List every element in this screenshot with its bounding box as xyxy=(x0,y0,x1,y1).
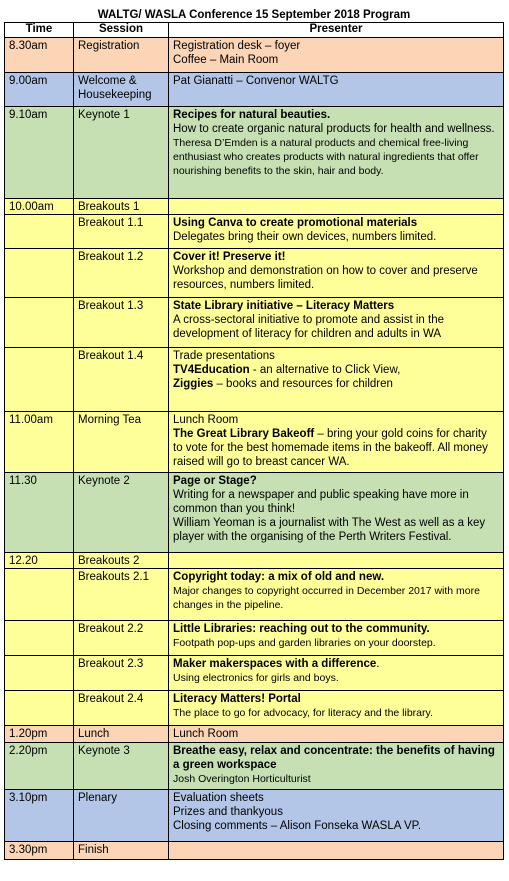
session-cell: Breakout 2.4 xyxy=(74,691,169,726)
session-title: Little Libraries: reaching out to the community. xyxy=(173,623,430,635)
session-cell: Lunch xyxy=(74,726,169,743)
time-cell xyxy=(5,569,74,621)
table-row xyxy=(5,553,504,569)
detail-line: Coffee – Main Room xyxy=(173,54,279,66)
detail-line: William Yeoman is a journalist with The West as well as a key player with the organising of the Perth Writers Festival. xyxy=(173,517,486,543)
table-row xyxy=(5,199,504,215)
session-cell: Breakout 1.3 xyxy=(74,298,169,348)
session-cell: Plenary xyxy=(74,790,169,842)
detail-line: Josh Overington Horticulturist xyxy=(173,773,311,785)
table-row xyxy=(5,249,504,298)
table-row xyxy=(5,107,504,199)
session-title: Recipes for natural beauties. xyxy=(173,109,331,121)
time-cell: 8.30am xyxy=(5,38,74,73)
detail-line: Workshop and demonstration on how to cover and preserve resources, numbers limited. xyxy=(173,265,478,291)
session-cell: Keynote 3 xyxy=(74,743,169,790)
detail-line: Using electronics for girls and boys. xyxy=(173,672,339,684)
time-cell: 12.20 xyxy=(5,553,74,569)
detail-line: Closing comments – Alison Fonseka WASLA VP. xyxy=(173,820,422,832)
table-row xyxy=(5,656,504,691)
session-title: State Library initiative – Literacy Matters xyxy=(173,300,395,312)
presenter-cell xyxy=(169,726,504,743)
table-row xyxy=(5,73,504,107)
detail-line: How to create organic natural products for health and wellness. xyxy=(173,123,495,135)
time-cell xyxy=(5,298,74,348)
session-title: Page or Stage? xyxy=(173,475,257,487)
detail-line: Writing for a newspaper and public speaking have more in common than you think! xyxy=(173,489,469,515)
presenter-cell xyxy=(169,553,504,569)
table-row xyxy=(5,842,504,860)
table-row xyxy=(5,412,504,473)
time-cell: 10.00am xyxy=(5,199,74,215)
session-cell: Welcome & Housekeeping xyxy=(74,73,169,107)
program-document xyxy=(4,8,504,860)
time-cell: 2.20pm xyxy=(5,743,74,790)
vendor-name: TV4Education xyxy=(173,364,250,376)
table-row xyxy=(5,621,504,656)
time-cell: 9.10am xyxy=(5,107,74,199)
table-row xyxy=(5,726,504,743)
session-cell: Breakouts 1 xyxy=(74,199,169,215)
time-cell xyxy=(5,691,74,726)
time-cell: 11.00am xyxy=(5,412,74,473)
presenter-cell xyxy=(169,412,504,473)
vendor-desc: - an alternative to Click View, xyxy=(249,364,401,376)
presenter-cell xyxy=(169,569,504,621)
session-title: Copyright today: a mix of old and new. xyxy=(173,571,385,583)
session-title: Cover it! Preserve it! xyxy=(173,251,286,263)
time-cell xyxy=(5,621,74,656)
table-row xyxy=(5,790,504,842)
table-row xyxy=(5,569,504,621)
table-row xyxy=(5,298,504,348)
session-title: Maker makerspaces with a difference xyxy=(173,658,377,670)
session-cell: Finish xyxy=(74,842,169,860)
detail-line: The place to go for advocacy, for literacy and the library. xyxy=(173,707,433,719)
time-cell: 11.30 xyxy=(5,473,74,553)
session-cell: Breakouts 2 xyxy=(74,553,169,569)
presenter-cell xyxy=(169,107,504,199)
session-title: Literacy Matters! Portal xyxy=(173,693,301,705)
presenter-cell xyxy=(169,298,504,348)
presenter-cell xyxy=(169,473,504,553)
detail-line: A cross-sectoral initiative to promote and assist in the development of literacy for children and adults in WA xyxy=(173,314,445,340)
vendor-name: Ziggies xyxy=(173,378,214,390)
program-title: WALTG/ WASLA Conference 15 September 2018 Program xyxy=(97,9,411,21)
title-punctuation: . xyxy=(376,658,380,670)
header-session: Session xyxy=(74,23,169,38)
presenter-cell xyxy=(169,743,504,790)
session-cell: Morning Tea xyxy=(74,412,169,473)
detail-line: Major changes to copyright occurred in December 2017 with more changes in the pipeline. xyxy=(173,585,480,611)
session-cell: Breakouts 2.1 xyxy=(74,569,169,621)
session-cell: Breakout 2.3 xyxy=(74,656,169,691)
table-row xyxy=(5,691,504,726)
detail-line: Theresa D’Emden is a natural products and chemical free-living enthusiast who creates products with natural ingredients that offer nourishing benefits to the skin, hair and body. xyxy=(173,137,479,177)
program-table xyxy=(4,22,504,860)
detail-line: Prizes and thankyous xyxy=(173,806,283,818)
detail-line: Trade presentations xyxy=(173,350,275,362)
table-header-row xyxy=(5,23,504,38)
presenter-cell xyxy=(169,38,504,73)
vendor-desc: – books and resources for children xyxy=(213,378,393,390)
detail-line: Delegates bring their own devices, numbers limited. xyxy=(173,231,437,243)
time-cell xyxy=(5,249,74,298)
session-cell: Keynote 2 xyxy=(74,473,169,553)
time-cell: 1.20pm xyxy=(5,726,74,743)
table-row xyxy=(5,348,504,412)
header-time: Time xyxy=(5,23,74,38)
presenter-cell xyxy=(169,73,504,107)
event-name: The Great Library Bakeoff xyxy=(173,428,315,440)
presenter-cell xyxy=(169,215,504,249)
detail-line: Pat Gianatti – Convenor WALTG xyxy=(173,75,339,87)
time-cell xyxy=(5,656,74,691)
session-cell: Keynote 1 xyxy=(74,107,169,199)
table-row xyxy=(5,38,504,73)
table-row xyxy=(5,215,504,249)
session-cell: Breakout 1.2 xyxy=(74,249,169,298)
presenter-cell xyxy=(169,790,504,842)
detail-line: Evaluation sheets xyxy=(173,792,264,804)
presenter-cell xyxy=(169,199,504,215)
table-row xyxy=(5,473,504,553)
time-cell: 3.10pm xyxy=(5,790,74,842)
presenter-cell xyxy=(169,691,504,726)
detail-line: Footpath pop-ups and garden libraries on your doorstep. xyxy=(173,637,436,649)
time-cell xyxy=(5,215,74,249)
session-title: Breathe easy, relax and concentrate: the benefits of having a green workspace xyxy=(173,745,495,771)
session-cell: Breakout 1.4 xyxy=(74,348,169,412)
time-cell: 3.30pm xyxy=(5,842,74,860)
session-cell: Registration xyxy=(74,38,169,73)
time-cell: 9.00am xyxy=(5,73,74,107)
session-title: Using Canva to create promotional materials xyxy=(173,217,418,229)
presenter-cell xyxy=(169,249,504,298)
session-cell: Breakout 2.2 xyxy=(74,621,169,656)
table-row xyxy=(5,743,504,790)
detail-line: Lunch Room xyxy=(173,414,239,426)
presenter-cell xyxy=(169,621,504,656)
presenter-cell xyxy=(169,656,504,691)
time-cell xyxy=(5,348,74,412)
presenter-cell xyxy=(169,348,504,412)
header-presenter: Presenter xyxy=(169,23,504,38)
detail-line: Lunch Room xyxy=(173,728,239,740)
detail-line: Registration desk – foyer xyxy=(173,40,301,52)
event-desc: – bring your gold coins for charity to vote for the best homemade items in the bakeoff. All money raised will go to breast cancer WA. xyxy=(173,428,488,468)
session-cell: Breakout 1.1 xyxy=(74,215,169,249)
presenter-cell xyxy=(169,842,504,860)
